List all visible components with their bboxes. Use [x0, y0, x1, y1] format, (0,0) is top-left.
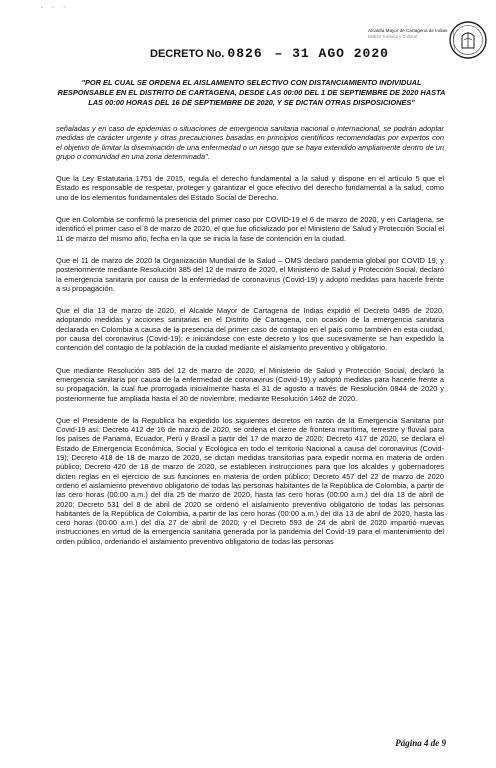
paragraph-4: Que el 11 de marzo de 2020 la Organización Mundial de la Salud – OMS declaró pandemia global por COVID 19, y posteriormente mediante Resolución 385 del 12 de marzo de 2020, el Ministerio de Salud y Protección Social, declaró la emergencia sanitaria por causa de la enfermedad de coronavirus (Covid-19) y adoptó medidas para hacerle frente a su propagación.: [56, 255, 444, 293]
decree-date-text: 31 AGO 2020: [292, 46, 389, 61]
document-body: [56, 124, 444, 559]
paragraph-3: Que en Colombia se confirmó la presencia del primer caso por COVID-19 el 6 de marzo de 2020, y en Cartagena, se identificó el primer caso el 8 de marzo de 2020, el que fue oficializado por el Ministerio de Salud y Protección Social el 11 de marzo del mismo año, fecha en la que se inicia la fase de contención en la ciudad.: [56, 215, 444, 243]
paragraph-6: Que mediante Resolución 385 del 12 de marzo de 2020, el Ministerio de Salud y Protección Social, declaró la emergencia sanitaria por causa de la enfermedad de coronavirus (Covid-19) y adoptó medidas para hacerle frente a su propagación, la cual fue prorrogada inicialmente hasta el 31 de agosto a través de Resolución 0844 de 2020 y posteriormente fue ampliada hasta el 30 de noviembre, mediante Resolución 1462 de 2020.: [56, 365, 444, 403]
paragraph-2: Que la Ley Estatutaria 1751 de 2015, regula el derecho fundamental a la salud y dispone en el artículo 5 que el Estado es responsable de respetar, proteger y garantizar el goce efectivo del derecho fundamental a la salud, como uno de los elementos fundamentales del Estado Social de Derecho.: [56, 174, 444, 202]
decree-date: – 31 AGO 2020: [265, 46, 389, 61]
alcaldia-line1: Alcaldía Mayor de Cartagena de Indias: [368, 28, 448, 33]
paragraph-1: señaladas y en caso de epidemias o situaciones de emergencia sanitaria nacional o internacional, se podrán adoptar medidas de carácter urgente y otras precauciones basadas en principios científicos recomendadas por expertos con el objetivo de limitar la diseminación de una enfermedad o un riesgo que se haya extendido ampliamente dentro de un grupo o comunidad en una zona determinada".: [56, 124, 444, 161]
alcaldia-label: [368, 28, 450, 40]
city-seal-icon: [448, 18, 488, 62]
decree-title: "POR EL CUAL SE ORDENA EL AISLAMIENTO SELECTIVO CON DISTANCIAMIENTO INDIVIDUAL RESPONSABLE EN EL DISTRITO DE CARTAGENA, DESDE LAS 00:00 DEL 1 DE SEPTIEMBRE DE 2020 HASTA LAS 00:00 HORAS DEL 16 DE SEPTIEMBRE DE 2020, Y SE DICTAN OTRAS DISPOSICIONES": [57, 78, 446, 107]
decree-label: DECRETO No.: [150, 48, 225, 60]
paragraph-5: Que el día 13 de marzo de 2020, el Alcalde Mayor de Cartagena de Indias expidió el Decreto 0495 de 2020, adoptando medidas y acciones sanitarias en el Distrito de Cartagena, con ocasión de la emergencia sanitaria declarada en Colombia a causa de la presencia del primer caso de contagio en el país como también en esta ciudad, por causa del coronavirus (Covid-19); e iniciándose con este decreto y los que sucesivamente se han expedido la contención del contagio de la población de la ciudad mediante el aislamiento preventivo y obligatorio.: [56, 306, 444, 353]
decree-number: 0826: [227, 46, 263, 61]
paragraph-7: Que el Presidente de la Republica ha expedido los siguientes decretos en razón de la Emergencia Sanitaria por Covid-19 así: Decreto 412 de 16 de marzo de 2020, se ordena el cierre de frontera marítima, terrestre y fluvial para los países de Panamá, Ecuador, Perú y Brasil a partir del 17 de marzo de 2020; Decreto 417 de 2020, se declara el Estado de Emergencia Económica, Social y Ecológica en todo el territorio Nacional a causa del coronavirus (Covid-19); Decreto 418 de 18 de marzo de 2020, se dictan medidas transitorias para expedir norma en materia de orden público; Decreto 420 de 18 de marzo de 2020, se establecen instrucciones para que los alcaldes y gobernadores dicten reglas en el ejercicio de sus funciones en materia de orden público; Decreto 457 del 22 de marzo de 2020 ordenó el aislamiento preventivo obligatorio de todas las personas habitantes de la República de Colombia, a partir de las cero horas (00:00 a.m.) del día 25 de marzo de 2020, hasta las cero horas (00:00 a.m.) del día 13 de abril de 2020; Decreto 531 del 8 de abril de 2020 se ordenó el aislamiento preventivo obligatorio de todas las personas habitantes de la República de Colombia, a partir de las cero horas (00:00 a.m.) del día 13 de abril de 2020, hasta las cero horas (00:00 a.m.) del día 27 de abril de 2020; y el Decreto 593 de 24 de abril de 2020 impartió nuevas instrucciones en virtud de la emergencia sanitaria generada por la pandemia del Covid-19 para el mantenimiento del orden público, ordenando el aislamiento preventivo obligatorio de todas las personas: [56, 415, 444, 546]
decree-header: [150, 46, 389, 61]
alcaldia-line2: Distrito Turístico y Cultural: [368, 34, 417, 39]
scan-artifact: · · ·: [40, 4, 69, 11]
page-number: Página 4 de 9: [395, 738, 446, 748]
